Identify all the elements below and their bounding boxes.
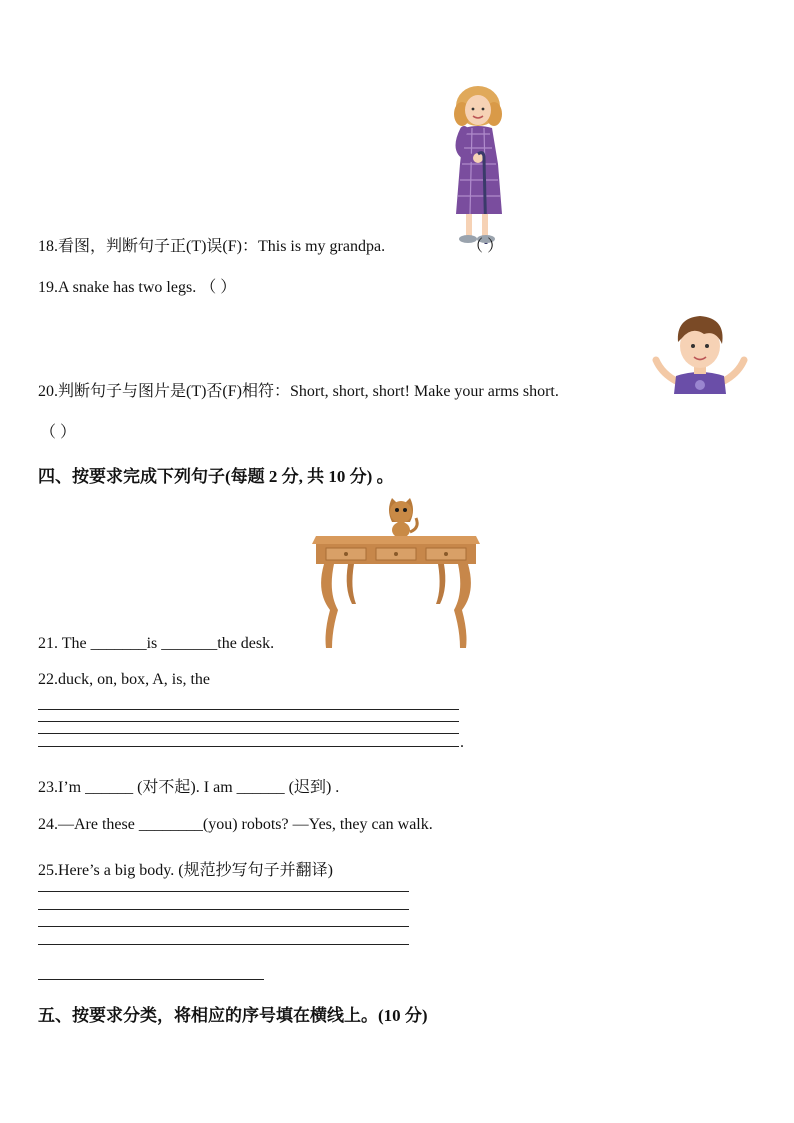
question-25: 25.Here’s a big body. (规范抄写句子并翻译) <box>38 862 333 879</box>
question-21: 21. The _______is _______the desk. <box>38 635 275 652</box>
boy-illustration <box>652 312 748 394</box>
question-22-answer-line-3[interactable] <box>38 733 459 734</box>
desk-illustration <box>312 492 480 652</box>
question-18 <box>38 233 503 256</box>
question-22-answer-line-1[interactable] <box>38 709 459 710</box>
section-5-heading: 五、按要求分类，将相应的序号填在横线上。(10 分) <box>38 1006 428 1025</box>
question-24: 24.—Are these ________(you) robots? —Yes, they can walk. <box>38 816 433 833</box>
question-18-text: 18.看图，判断句子正(T)误(F)：This is my grandpa. <box>38 238 386 255</box>
question-22: 22.duck, on, box, A, is, the <box>38 671 210 688</box>
question-25-answer-line-2[interactable] <box>38 909 409 910</box>
question-25-answer-line-1[interactable] <box>38 891 409 892</box>
question-22-answer-line-4[interactable] <box>38 746 459 747</box>
question-19: 19.A snake has two legs. （ ） <box>38 279 237 296</box>
question-25-answer-line-4[interactable] <box>38 944 409 945</box>
question-20: 20.判断句子与图片是(T)否(F)相符：Short, short, short! Make your arms short. <box>38 383 559 400</box>
question-25-answer-line-3[interactable] <box>38 926 409 927</box>
question-18-answer-blank[interactable]: （ ） <box>467 238 504 255</box>
section-4-heading: 四、按要求完成下列句子(每题 2 分, 共 10 分) 。 <box>38 467 394 486</box>
question-25-answer-line-5[interactable] <box>38 979 264 980</box>
grandma-illustration <box>444 84 514 250</box>
question-22-end-mark: . <box>460 734 464 751</box>
question-23: 23.I’m ______ (对不起). I am ______ (迟到) . <box>38 779 340 796</box>
question-20-answer-blank[interactable]: （ ） <box>40 424 77 441</box>
question-22-answer-line-2[interactable] <box>38 721 459 722</box>
